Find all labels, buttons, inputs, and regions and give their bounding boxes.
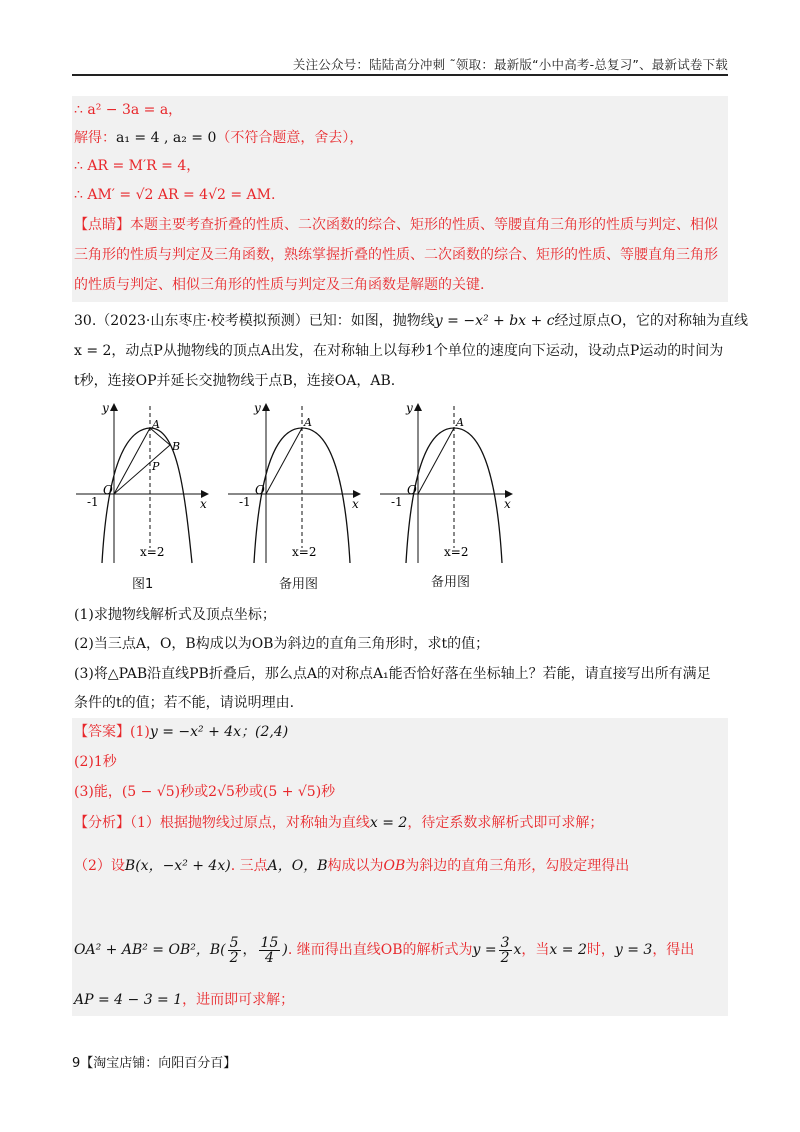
analysis-2-point: B(x，−x² + 4x) bbox=[124, 858, 231, 874]
problem-line-2: x = 2，动点P从抛物线的顶点A出发，在对称轴上以每秒1个单位的速度向下运动，设动点P运动的时间为 bbox=[74, 343, 724, 359]
analysis-3-text: . 继而得出直线OB的解析式为 bbox=[287, 942, 473, 958]
answer-tag: 【答案】 bbox=[74, 724, 130, 740]
analysis-line-3 bbox=[74, 930, 694, 970]
fraction-den: 2 bbox=[500, 949, 510, 966]
figure-2-caption: 备用图 bbox=[279, 577, 319, 592]
fig2-x-label: x bbox=[352, 497, 359, 511]
fig2-neg-one: -1 bbox=[239, 495, 251, 509]
analysis-2-mid2: 构成以为 bbox=[327, 858, 384, 874]
problem-line-1 bbox=[74, 310, 748, 332]
solution-line-3: ∴ AR = M′R = 4， bbox=[74, 158, 201, 174]
page-footer bbox=[72, 1052, 236, 1071]
analysis-3-time: 时， bbox=[586, 942, 615, 958]
segment-oa bbox=[266, 428, 302, 494]
analysis-2-ob: OB bbox=[383, 858, 406, 874]
fraction-num: 15 bbox=[260, 934, 279, 951]
fig3-x-label: x bbox=[504, 497, 511, 511]
question-3-line-2: 条件的t的值；若不能，请说明理由. bbox=[74, 695, 295, 711]
analysis-3-eq: OA² + AB² = OB²，B( bbox=[74, 942, 226, 958]
analysis-tag: 【分析】 bbox=[74, 815, 130, 831]
problem-equation: y = −x² + bx + c bbox=[434, 313, 555, 329]
figure-3 bbox=[380, 401, 512, 563]
fig1-point-b: B bbox=[172, 440, 181, 453]
figures-panel bbox=[72, 398, 532, 596]
figure-2 bbox=[228, 401, 360, 563]
solution-label: 解得： bbox=[74, 130, 116, 146]
fig3-vertex: A bbox=[456, 416, 464, 429]
analysis-2-points: A，O，B bbox=[267, 858, 328, 874]
fig1-vertex: A bbox=[152, 418, 160, 431]
analysis-4-tail: ，进而即可求解； bbox=[182, 992, 295, 1008]
header-divider bbox=[72, 74, 728, 76]
answer-1: y = −x² + 4x；(2,4) bbox=[149, 724, 289, 740]
comment-tag: 【点睛】 bbox=[74, 217, 130, 233]
fraction-3-2 bbox=[499, 936, 512, 965]
shop-name: 【淘宝店铺：向阳百分百】 bbox=[80, 1056, 237, 1071]
fig3-origin: O bbox=[407, 483, 417, 497]
answer-3: 能，(5 − √5)秒或2√5秒或(5 + √5)秒 bbox=[93, 784, 336, 800]
fig1-x-label: x bbox=[200, 497, 207, 511]
analysis-3-tail: ，得出 bbox=[652, 942, 695, 958]
fig1-sym-label: x=2 bbox=[140, 545, 165, 559]
figure-1 bbox=[76, 401, 208, 563]
fig1-point-p: P bbox=[152, 460, 160, 473]
fig1-neg-one: -1 bbox=[87, 495, 99, 509]
fraction-den: 2 bbox=[229, 949, 239, 966]
comment-text-1: 本题主要考查折叠的性质、二次函数的综合、矩形的性质、等腰直角三角形的性质与判定、相似 bbox=[130, 217, 718, 233]
analysis-3-close: ) bbox=[282, 942, 288, 958]
analysis-4-eq: AP = 4 − 3 = 1 bbox=[74, 992, 183, 1008]
fraction-15-4 bbox=[259, 936, 281, 965]
analysis-3-y: y = bbox=[472, 942, 497, 958]
analysis-3-when: ，当 bbox=[521, 942, 550, 958]
question-1: (1)求抛物线解析式及顶点坐标； bbox=[74, 607, 276, 623]
fraction-5-2 bbox=[228, 936, 241, 965]
analysis-3-sep: ， bbox=[242, 942, 257, 958]
solution-line-2 bbox=[74, 127, 363, 149]
fig3-neg-one: -1 bbox=[391, 495, 403, 509]
solution-note: （不符合题意，舍去）， bbox=[216, 130, 364, 146]
problem-source: 30.（2023·山东枣庄·校考模拟预测）已知：如图，抛物线 bbox=[74, 313, 435, 329]
solution-line-4: ∴ AM′ = √2 AR = 4√2 = AM. bbox=[74, 187, 276, 203]
answer-line-2 bbox=[74, 751, 117, 773]
analysis-3-x2: x = 2 bbox=[549, 942, 587, 958]
segment-oa bbox=[418, 428, 454, 494]
analysis-2-lead: （2）设 bbox=[74, 858, 125, 874]
analysis-3-x: x bbox=[513, 942, 522, 958]
fig2-origin: O bbox=[255, 483, 265, 497]
comment-line-1 bbox=[74, 214, 718, 236]
analysis-line-4 bbox=[74, 989, 294, 1011]
question-3-line-1: (3)将△PAB沿直线PB折叠后，那么点A的对称点A₁能否恰好落在坐标轴上？若能，请直接写出所有满足 bbox=[74, 666, 711, 682]
answer-line-3 bbox=[74, 781, 335, 803]
figure-1-caption: 图1 bbox=[132, 577, 154, 592]
answer-2: 1秒 bbox=[93, 754, 117, 770]
analysis-1-eq: x = 2 bbox=[369, 815, 408, 831]
fig2-y-label: y bbox=[254, 401, 261, 415]
fraction-den: 4 bbox=[264, 949, 274, 966]
fig1-y-label: y bbox=[102, 401, 109, 415]
solution-line-1: ∴ a² − 3a = a， bbox=[74, 102, 183, 118]
analysis-1-tail: ，待定系数求解析式即可求解； bbox=[407, 815, 604, 831]
fig2-sym-label: x=2 bbox=[292, 545, 317, 559]
analysis-2-mid: . 三点 bbox=[230, 858, 268, 874]
problem-axis: 经过原点O，它的对称轴为直线 bbox=[554, 313, 749, 329]
answer-line-1 bbox=[74, 721, 288, 743]
fig2-vertex: A bbox=[304, 416, 312, 429]
analysis-2-tail: 为斜边的直角三角形，勾股定理得出 bbox=[405, 858, 630, 874]
fig3-sym-label: x=2 bbox=[444, 545, 469, 559]
problem-line-3: t秒，连接OP并延长交抛物线于点B，连接OA，AB. bbox=[74, 373, 396, 389]
analysis-3-y3: y = 3 bbox=[614, 942, 653, 958]
answer-3-num: (3) bbox=[74, 784, 94, 800]
comment-line-2: 三角形的性质与判定及三角函数，熟练掌握折叠的性质、二次函数的综合、矩形的性质、等腰直角三角形 bbox=[74, 247, 718, 263]
answer-1-num: (1) bbox=[130, 724, 150, 740]
fraction-num: 3 bbox=[500, 934, 510, 951]
fig1-origin: O bbox=[103, 483, 113, 497]
fraction-num: 5 bbox=[229, 934, 239, 951]
figure-3-caption: 备用图 bbox=[431, 575, 471, 590]
analysis-line-2 bbox=[74, 855, 629, 877]
answer-2-num: (2) bbox=[74, 754, 94, 770]
comment-line-3: 的性质与判定、相似三角形的性质与判定及三角函数是解题的关键. bbox=[74, 277, 485, 293]
analysis-line-1 bbox=[74, 812, 603, 834]
fig3-y-label: y bbox=[406, 401, 413, 415]
page-header: 关注公众号：陆陆高分冲刺 ˜领取：最新版“小中高考-总复习”、最新试卷下载 bbox=[292, 57, 728, 72]
analysis-1-text: （1）根据抛物线过原点，对称轴为直线 bbox=[130, 815, 370, 831]
question-2: (2)当三点A，O，B构成以为OB为斜边的直角三角形时，求t的值； bbox=[74, 636, 490, 652]
solution-roots: a₁ = 4 , a₂ = 0 bbox=[116, 130, 217, 146]
page-number: 9 bbox=[72, 1056, 81, 1071]
